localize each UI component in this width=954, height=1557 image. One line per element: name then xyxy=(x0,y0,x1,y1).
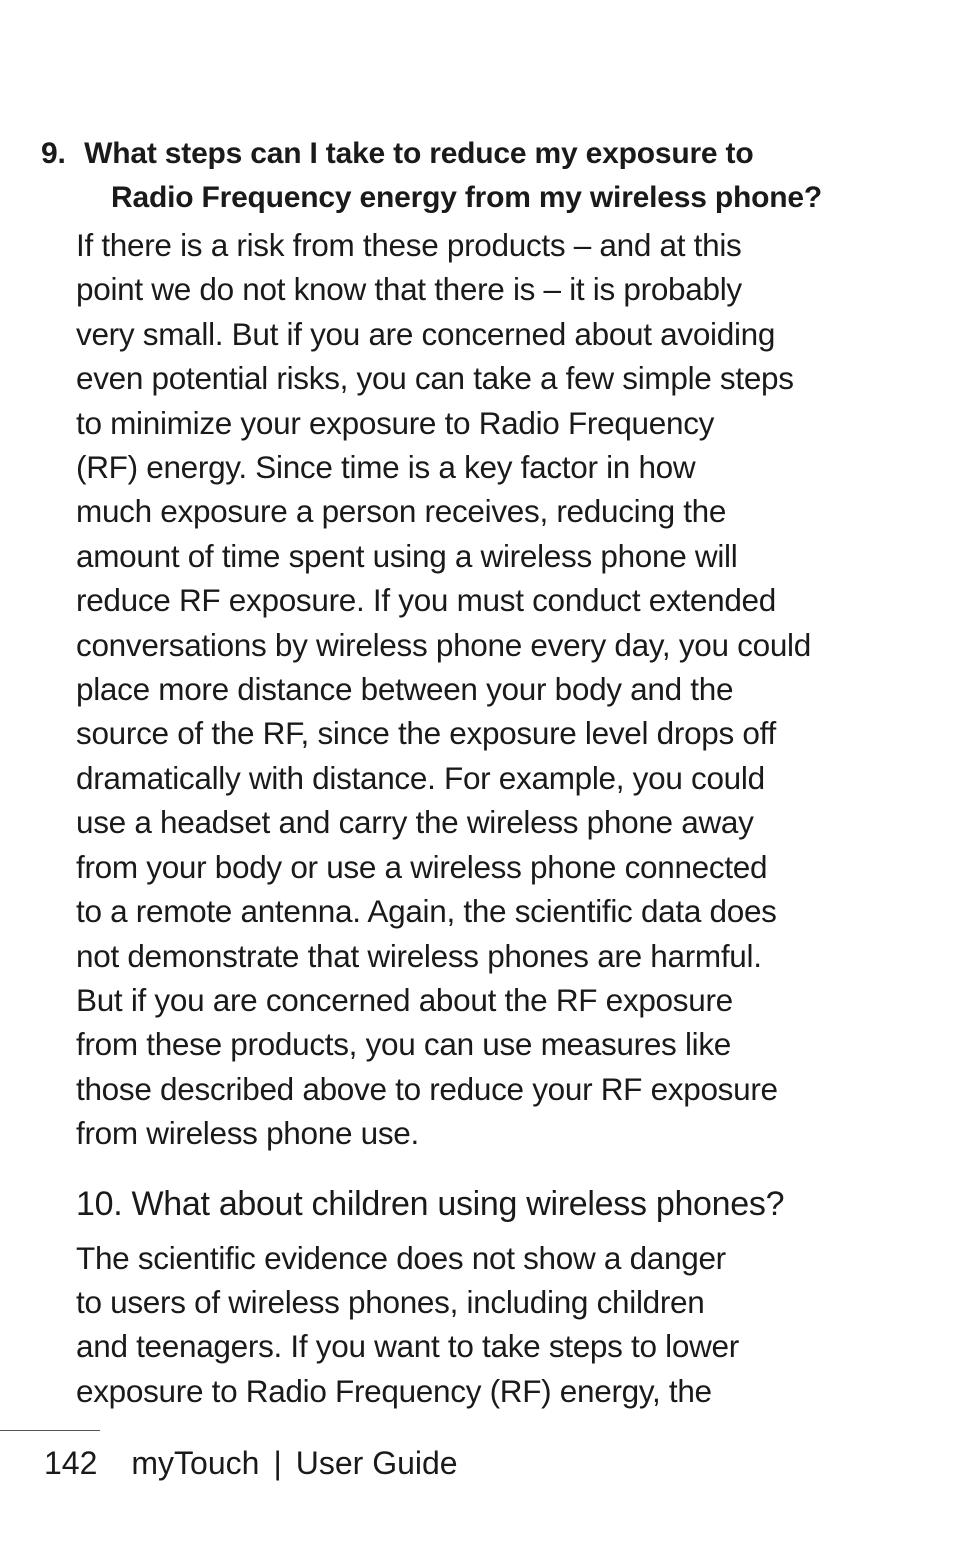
page-footer xyxy=(44,1440,458,1486)
section-10-body: The scientific evidence does not show a danger to users of wireless phones, including children and teenagers. If you want to take steps to lower exposure to Radio Frequency (RF) energy, the xyxy=(76,1239,739,1409)
footer-guide: User Guide xyxy=(295,1445,458,1481)
section-10-heading: 10. What about children using wireless phones? xyxy=(76,1184,785,1223)
page-content xyxy=(41,132,876,1413)
page-number: 142 xyxy=(44,1445,98,1481)
section-9-body: If there is a risk from these products – and at this point we do not know that there is – it is probably very small. But if you are concerned about avoiding even potential risks, you can take a few simple steps to minimize your exposure to Radio Frequency (RF) energy. Since time is a key factor in how much exposure a person receives, reducing the amount of time spent using a wireless phone will reduce RF exposure. If you must conduct extended conversations by wireless phone every day, you could place more distance between your body and the source of the RF, since the exposure level drops off dramatically with distance. For example, you could use a headset and carry the wireless phone away from your body or use a wireless phone connected to a remote antenna. Again, the scientific data does not demonstrate that wireless phones are harmful. But if you are concerned about the RF exposure from these products, you can use measures like those described above to reduce your RF exposure from wireless phone use. xyxy=(76,227,811,1152)
section-9-heading: 9. What steps can I take to reduce my exposure to Radio Frequency energy from my wireless phone? xyxy=(41,137,822,214)
footer-product: myTouch xyxy=(131,1445,260,1481)
footer-divider xyxy=(0,1430,100,1431)
footer-separator: | xyxy=(273,1445,282,1481)
section-9-title: What steps can I take to reduce my exposure to Radio Frequency energy from my wireless phone? xyxy=(84,137,822,214)
